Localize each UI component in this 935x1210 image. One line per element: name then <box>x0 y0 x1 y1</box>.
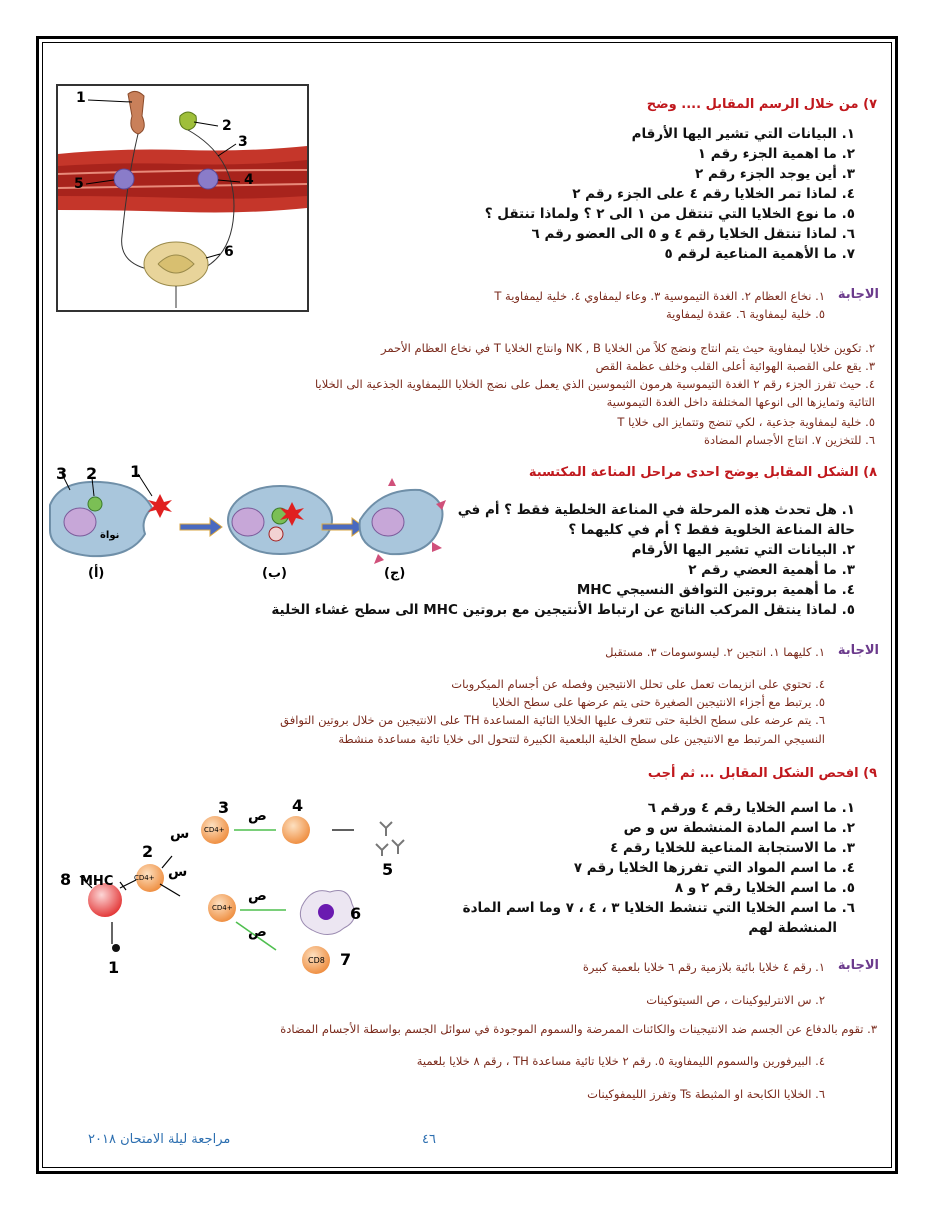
figure-number: 8 <box>60 870 72 889</box>
lymphatic-system-diagram <box>58 86 307 310</box>
q7-answer-line: ٦. للتخزين ٧. انتاج الأجسام المضادة <box>704 433 875 447</box>
question-item: المنشطة لهم <box>748 920 837 936</box>
q9-answer-line: ٣. تقوم بالدفاع عن الجسم ضد الانتيجينات والكائنات الممرضة والسموم الموجودة في سوائل الجسم بواسطة الأجسام المضادة <box>280 1022 877 1036</box>
figure-number: 7 <box>340 950 352 969</box>
q7-questions <box>485 124 855 264</box>
question-item: ٢. ما اسم المادة المنشطة س و ص <box>623 820 855 836</box>
q8-answer-line: النسيجي المرتبط مع الانتيجين على سطح الخلية البلعمية الكبيرة لتتحول الى خلايا تائية مساعدة منشطة <box>338 732 825 746</box>
q7-answer-line: ١. نخاع العظام ٢. الغدة التيموسية ٣. وعاء ليمفاوي ٤. خلية ليمفاوية T <box>494 289 825 303</box>
diagram-label: 2 <box>222 118 232 134</box>
question-item: ٦. ما اسم الخلايا التي تنشط الخلايا ٣ ، ٤ ، ٧ وما اسم المادة <box>462 900 855 916</box>
q7-figure <box>56 84 309 312</box>
q9-answer-line: ١. رقم ٤ خلايا بائية بلازمية رقم ٦ خلايا بلعمية كبيرة <box>582 960 825 974</box>
cd4-label: CD4+ <box>204 826 225 834</box>
q7-answer-line: ٤. حيث تفرز الجزء رقم ٢ الغدة التيموسية هرمون الثيموسين الذي يعمل على نضج الخلايا الليمفاوية الجذعية الى الخلايا <box>315 377 875 391</box>
question-item: ١. ما اسم الخلايا رقم ٤ ورقم ٦ <box>647 800 855 816</box>
question-item: ٧. ما الأهمية المناعية لرقم ٥ <box>664 246 855 262</box>
question-item: ٥. ما اسم الخلايا رقم ٢ و ٨ <box>674 880 855 896</box>
figure-number: 1 <box>130 462 142 481</box>
question-item: حالة المناعة الخلوية فقط ؟ أم في كليهما ؟ <box>568 522 855 538</box>
q8-answer-line: ١. كليهما ١. انتجين ٢. ليسوسومات ٣. مستقبل <box>605 645 825 659</box>
q7-title: ٧) من خلال الرسم المقابل .... وضح <box>646 97 877 112</box>
diagram-label: 4 <box>244 172 254 188</box>
q9-questions <box>463 798 855 938</box>
mhc-label: MHC <box>80 874 114 889</box>
q7-answer-line: ٢. تكوين خلايا ليمفاوية حيث يتم انتاج ونضج كلاً من الخلايا NK , B وانتاج الخلايا T في نخاع العظام الأحمر <box>380 341 875 355</box>
stage-label: (أ) <box>88 566 105 581</box>
figure-number: 6 <box>350 904 362 923</box>
footer-title: مراجعة ليلة الامتحان ٢٠١٨ <box>88 1132 231 1147</box>
figure-number: 4 <box>292 796 304 815</box>
question-item: ٣. ما الاستجابة المناعية للخلايا رقم ٤ <box>610 840 855 856</box>
question-item: ٤. ما أهمية بروتين التوافق النسيجي MHC <box>576 582 855 598</box>
q9-answer-line: ٤. البيرفورين والسموم الليمفاوية ٥. رقم ٢ خلايا تائية مساعدة TH ، رقم ٨ خلايا بلعمية <box>416 1054 825 1068</box>
diagram-label: 6 <box>224 244 234 260</box>
activator-label-sin: س <box>168 864 188 880</box>
activator-label-sad: ص <box>248 808 267 824</box>
q7-answer-line: التائية وتمايزها الى انوعها المختلفة داخل الغدة التيموسية <box>606 395 875 409</box>
q9-figure <box>50 796 410 980</box>
figure-number: 3 <box>56 464 68 483</box>
nucleus-label: نواة <box>100 530 120 541</box>
diagram-label: 1 <box>76 90 86 106</box>
q8-questions <box>271 500 855 620</box>
immune-response-diagram <box>50 800 410 980</box>
figure-number: 3 <box>218 798 230 817</box>
q8-answer-label: الاجابة <box>837 643 879 658</box>
q8-answer-line: ٦. يتم عرضه على سطح الخلية حتى تتعرف عليها الخلايا التائية المساعدة TH على الانتيجين من خلال بروتين التوافق <box>280 713 825 727</box>
diagram-label: 3 <box>238 134 248 150</box>
figure-number: 2 <box>142 842 154 861</box>
question-item: ١. البيانات التي تشير اليها الأرقام <box>631 126 855 142</box>
q9-title: ٩) افحص الشكل المقابل ... ثم أجب <box>647 766 877 781</box>
question-item: ٤. ما اسم المواد التي تفرزها الخلايا رقم ٧ <box>573 860 855 876</box>
question-item: ٢. ما اهمية الجزء رقم ١ <box>697 146 855 162</box>
q8-title: ٨) الشكل المقابل يوضح احدى مراحل المناعة المكتسبة <box>528 465 877 480</box>
figure-number: 2 <box>86 464 98 483</box>
q9-answer-label: الاجابة <box>837 958 879 973</box>
activator-label-sad: ص <box>248 888 267 904</box>
activator-label-sin: س <box>170 826 190 842</box>
question-item: ١. هل تحدث هذه المرحلة في المناعة الخلطية فقط ؟ أم في <box>457 502 855 518</box>
question-item: ٦. لماذا تنتقل الخلايا رقم ٤ و ٥ الى العضو رقم ٦ <box>531 226 855 242</box>
cd8-label: CD8 <box>308 956 325 965</box>
cd4-label: CD4+ <box>212 904 233 912</box>
question-item: ٣. ما أهمية العضي رقم ٢ <box>688 562 855 578</box>
stage-label: (ب) <box>262 566 287 581</box>
question-item: ٥. ما نوع الخلايا التي تنتقل من ١ الى ٢ ؟ ولماذا تنتقل ؟ <box>484 206 855 222</box>
q9-answer-line: ٢. س الانترليوكينات ، ص السيتوكينات <box>646 993 825 1007</box>
diagram-label: 5 <box>74 176 84 192</box>
q7-answer-line: ٥. خلية ليمفاوية جذعية ، لكي تنضج وتتمايز الى خلايا T <box>617 415 875 429</box>
question-item: ٤. لماذا تمر الخلايا رقم ٤ على الجزء رقم ٢ <box>572 186 855 202</box>
q8-answer-line: ٥. يرتبط مع أجزاء الانتيجين الصغيرة حتى يتم عرضها على سطح الخلايا <box>491 695 825 709</box>
q8-answer-line: ٤. تحتوي على انزيمات تعمل على تحلل الانتيجين وفصله عن أجسام الميكروبات <box>451 677 825 691</box>
question-item: ٥. لماذا ينتقل المركب الناتج عن ارتباط الأنتيجين مع بروتين MHC الى سطح غشاء الخلية <box>271 602 855 618</box>
q7-answer-line: ٥. خلية ليمفاوية ٦. عقدة ليمفاوية <box>666 307 825 321</box>
figure-number: 5 <box>382 860 394 879</box>
activator-label-sad: ص <box>248 924 267 940</box>
q7-answer-label: الاجابة <box>837 287 879 302</box>
q9-answer-line: ٦. الخلايا الكابحة او المثبطة Ts وتفرز الليمفوكينات <box>587 1087 825 1101</box>
question-item: ٣. أين يوجد الجزء رقم ٢ <box>695 166 855 182</box>
figure-number: 1 <box>108 958 120 977</box>
question-item: ٢. البيانات التي تشير اليها الأرقام <box>631 542 855 558</box>
stage-label: (ج) <box>384 566 406 581</box>
cd4-label: CD4+ <box>134 874 155 882</box>
footer-page-number: ٤٦ <box>422 1132 436 1147</box>
q7-answer-line: ٣. يقع على القصبة الهوائية أعلى القلب وخلف عظمة القص <box>595 359 875 373</box>
